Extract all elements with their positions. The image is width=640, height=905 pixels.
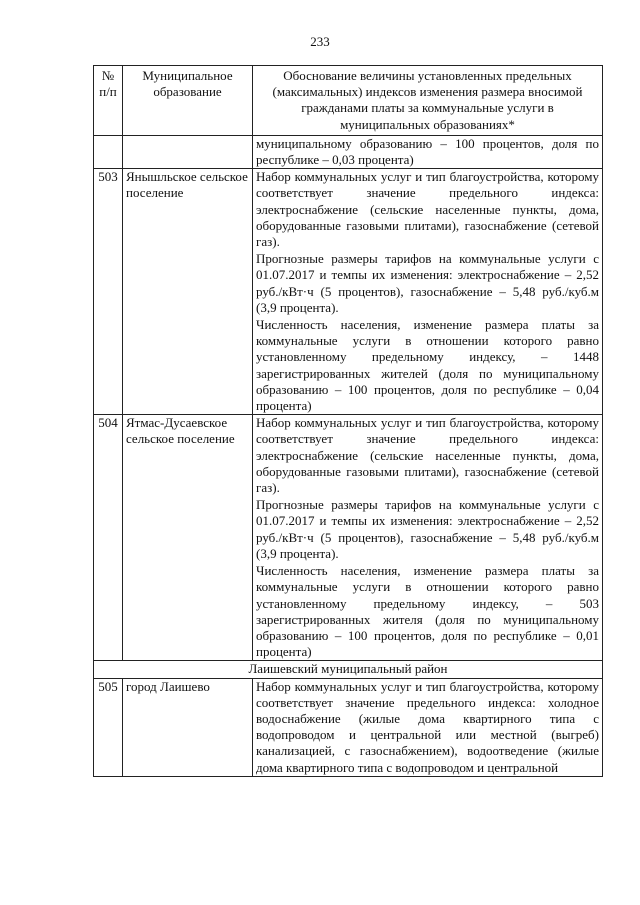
row-description: [253, 169, 603, 415]
desc-paragraph: Численность населения, изменение размера платы за коммунальные услуги в отношении которого равно установленному предельному индексу, – 503 зарегистрированных жителя (доля по муниципальному образованию – 100 процентов, доля по республике – 0,01 процента): [256, 563, 599, 660]
table-header-row: [94, 66, 603, 136]
table-row: [94, 415, 603, 661]
desc-paragraph: Набор коммунальных услуг и тип благоустройства, которому соответствует значение предельного индекса: электроснабжение (сельские населенные пункты, дома, оборудованные газовыми плитами), газоснабжение (сетевой газ).: [256, 169, 599, 250]
header-num: № п/п: [94, 66, 123, 136]
row-municipality: Ятмас-Дусаевское сельское поселение: [123, 415, 253, 661]
district-name: Лаишевский муниципальный район: [94, 661, 603, 678]
cont-desc-cell: [253, 135, 603, 168]
row-num: 504: [94, 415, 123, 661]
row-num: 503: [94, 169, 123, 415]
row-description: [253, 415, 603, 661]
cont-num-cell: [94, 135, 123, 168]
header-municipality: Муниципальное образование: [123, 66, 253, 136]
table-row-continuation: [94, 135, 603, 168]
table-row: [94, 169, 603, 415]
row-description: [253, 678, 603, 776]
desc-paragraph: Прогнозные размеры тарифов на коммунальные услуги с 01.07.2017 и темпы их изменения: электроснабжение – 2,52 руб./кВт·ч (5 процентов), газоснабжение – 5,48 руб./куб.м (3,9 процента).: [256, 497, 599, 561]
district-row: [94, 661, 603, 678]
desc-paragraph: Набор коммунальных услуг и тип благоустройства, которому соответствует значение предельного индекса: электроснабжение (сельские населенные пункты, дома, оборудованные газовыми плитами), газоснабжение (сетевой газ).: [256, 415, 599, 496]
cont-municipality-cell: [123, 135, 253, 168]
tariff-table: [93, 65, 603, 777]
row-municipality: город Лаишево: [123, 678, 253, 776]
row-num: 505: [94, 678, 123, 776]
cont-text: муниципальному образованию – 100 процентов, доля по республике – 0,03 процента): [256, 135, 599, 168]
desc-paragraph: Численность населения, изменение размера платы за коммунальные услуги в отношении которого равно установленному предельному индексу, – 1448 зарегистрированных жителей (доля по муниципальному образованию – 100 процентов, доля по республике – 0,04 процента): [256, 317, 599, 414]
row-municipality: Янышльское сельское поселение: [123, 169, 253, 415]
desc-paragraph: Набор коммунальных услуг и тип благоустройства, которому соответствует значение предельного индекса: холодное водоснабжение (жилые дома квартирного типа с водопроводом и центральной или местной (выгреб) канализацией, с газоснабжением), водоотведение (жилые дома квартирного типа с водопроводом и центральной: [256, 678, 599, 775]
header-justification: Обоснование величины установленных предельных (максимальных) индексов изменения размера вносимой гражданами платы за коммунальные услуги в муниципальных образованиях*: [253, 66, 603, 136]
page-number: 233: [310, 34, 330, 49]
desc-paragraph: Прогнозные размеры тарифов на коммунальные услуги с 01.07.2017 и темпы их изменения: электроснабжение – 2,52 руб./кВт·ч (5 процентов), газоснабжение – 5,48 руб./куб.м (3,9 процента).: [256, 251, 599, 315]
table-row: [94, 678, 603, 776]
